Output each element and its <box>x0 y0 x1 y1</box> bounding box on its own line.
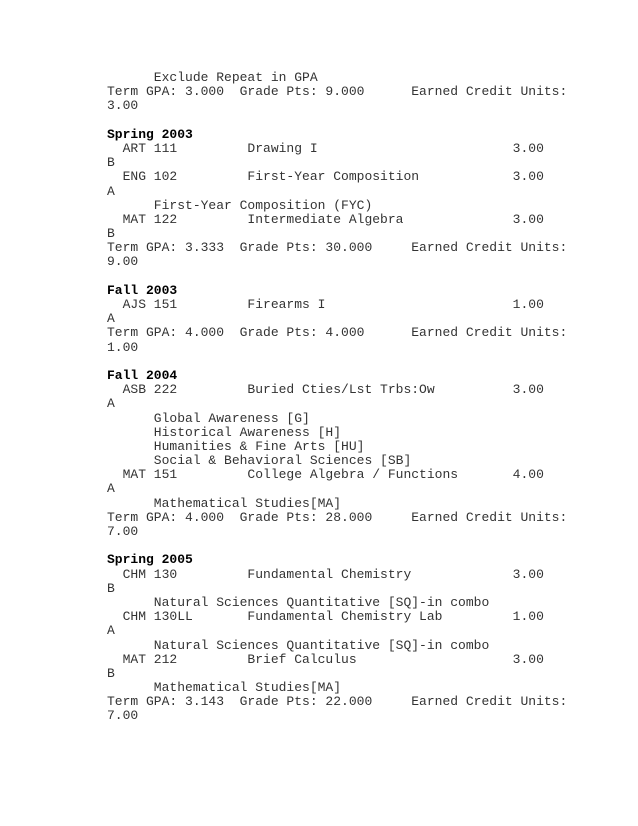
transcript-line: Term GPA: 4.000 Grade Pts: 4.000 Earned Credit Units: <box>107 325 568 341</box>
transcript-line: ASB 222 Buried Cties/Lst Trbs:Ow 3.00 <box>107 382 544 398</box>
transcript-line: 3.00 <box>107 98 139 114</box>
transcript-line: A <box>107 481 115 497</box>
transcript-line: 1.00 <box>107 339 139 355</box>
transcript-line: Term GPA: 4.000 Grade Pts: 28.000 Earned Credit Units: <box>107 509 568 525</box>
transcript-line: 7.00 <box>107 524 139 539</box>
transcript-line: B <box>107 665 115 681</box>
transcript-line: Mathematical Studies[MA] <box>107 495 342 511</box>
transcript-line: A <box>107 623 115 639</box>
spacer <box>107 270 567 284</box>
transcript-line: Mathematical Studies[MA] <box>107 680 342 696</box>
transcript-page <box>107 71 567 724</box>
spacer <box>107 114 567 128</box>
transcript-line: First-Year Composition (FYC) <box>107 197 373 213</box>
transcript-line: AJS 151 Firearms I 1.00 <box>107 297 544 312</box>
transcript-line: CHM 130LL Fundamental Chemistry Lab 1.00 <box>107 609 544 625</box>
transcript-line: A <box>107 183 115 199</box>
transcript-line: ENG 102 First-Year Composition 3.00 <box>107 169 544 185</box>
spacer <box>107 539 567 553</box>
term-heading: Fall 2004 <box>107 367 178 383</box>
transcript-line: Social & Behavioral Sciences [SB] <box>107 453 412 469</box>
transcript-line: 7.00 <box>107 708 139 724</box>
transcript-line: Global Awareness [G] <box>107 410 310 426</box>
term-heading: Spring 2003 <box>107 126 193 142</box>
transcript-line: Natural Sciences Quantitative [SQ]-in combo <box>107 594 490 610</box>
transcript-line: MAT 151 College Algebra / Functions 4.00 <box>107 467 544 483</box>
transcript-line: Term GPA: 3.000 Grade Pts: 9.000 Earned Credit Units: <box>107 84 568 100</box>
transcript-line: Term GPA: 3.333 Grade Pts: 30.000 Earned Credit Units: <box>107 240 568 256</box>
transcript-line: 9.00 <box>107 254 139 270</box>
term-heading: Fall 2003 <box>107 282 178 298</box>
transcript-line: MAT 122 Intermediate Algebra 3.00 <box>107 211 544 227</box>
transcript-line: B <box>107 226 115 242</box>
term-heading: Spring 2005 <box>107 552 193 568</box>
transcript-line: B <box>107 155 115 171</box>
transcript-line: Exclude Repeat in GPA <box>107 70 318 85</box>
transcript-line: Natural Sciences Quantitative [SQ]-in combo <box>107 637 490 653</box>
transcript-line: B <box>107 580 115 596</box>
transcript-line: Term GPA: 3.143 Grade Pts: 22.000 Earned Credit Units: <box>107 694 568 710</box>
transcript-line: A <box>107 396 115 412</box>
transcript-line: ART 111 Drawing I 3.00 <box>107 140 544 156</box>
transcript-line: CHM 130 Fundamental Chemistry 3.00 <box>107 566 544 582</box>
transcript-line: Humanities & Fine Arts [HU] <box>107 438 365 454</box>
transcript-line: Historical Awareness [H] <box>107 424 342 440</box>
spacer <box>107 355 567 369</box>
transcript-line: A <box>107 311 115 327</box>
transcript-line: MAT 212 Brief Calculus 3.00 <box>107 651 544 667</box>
